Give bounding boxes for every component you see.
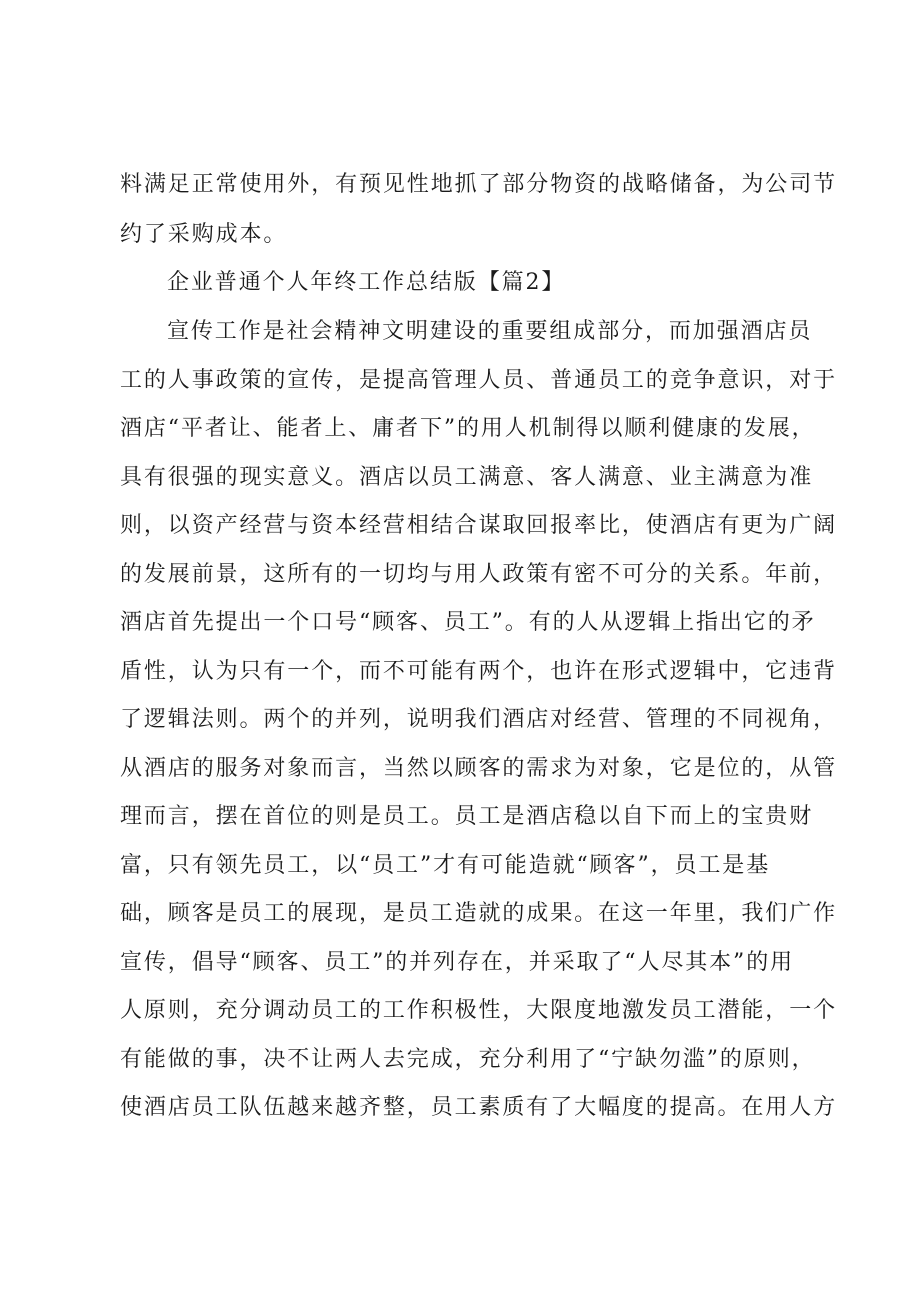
body-text-line: 了逻辑法则。两个的并列，说明我们酒店对经营、管理的不同视角， (120, 707, 838, 732)
body-text-line: 盾性，认为只有一个，而不可能有两个，也许在形式逻辑中，它违背 (120, 659, 838, 684)
body-text-line: 具有很强的现实意义。酒店以员工满意、客人满意、业主满意为准 (120, 465, 814, 490)
body-text-line: 的发展前景，这所有的一切均与用人政策有密不可分的关系。年前， (120, 562, 838, 587)
body-text-line: 础，顾客是员工的展现，是员工造就的成果。在这一年里，我们广作 (120, 901, 838, 926)
body-text-line: 使酒店员工队伍越来越齐整，员工素质有了大幅度的提高。在用人方 (120, 1095, 838, 1120)
body-text-line: 工的人事政策的宣传，是提高管理人员、普通员工的竞争意识，对于 (120, 368, 838, 393)
body-text-line: 约了采购成本。 (120, 222, 288, 247)
body-text-line: 理而言，摆在首位的则是员工。员工是酒店稳以自下而上的宝贵财 (120, 804, 814, 829)
section-heading: 企业普通个人年终工作总结版【篇2】 (167, 270, 566, 295)
body-text-line: 则，以资产经营与资本经营相结合谋取回报率比，使酒店有更为广阔 (120, 513, 838, 538)
body-text-line: 从酒店的服务对象而言，当然以顾客的需求为对象，它是位的，从管 (120, 756, 838, 781)
body-text-line: 有能做的事，决不让两人去完成，充分利用了“宁缺勿滥”的原则， (120, 1047, 816, 1072)
body-text-line: 料满足正常使用外，有预见性地抓了部分物资的战略储备，为公司节 (120, 172, 838, 197)
body-text-line: 富，只有领先员工，以“员工”才有可能造就“顾客”，员工是基 (120, 853, 771, 878)
paragraph-first-line: 宣传工作是社会精神文明建设的重要组成部分，而加强酒店员 (167, 319, 813, 344)
body-text-line: 宣传，倡导“顾客、员工”的并列存在，并采取了“人尽其本”的用 (120, 950, 794, 975)
body-text-line: 人原则，充分调动员工的工作积极性，大限度地激发员工潜能，一个 (120, 998, 838, 1023)
body-text-line: 酒店首先提出一个口号“顾客、员工”。有的人从逻辑上指出它的矛 (120, 610, 816, 635)
body-text-line: 酒店“平者让、能者上、庸者下”的用人机制得以顺利健康的发展， (120, 416, 816, 441)
